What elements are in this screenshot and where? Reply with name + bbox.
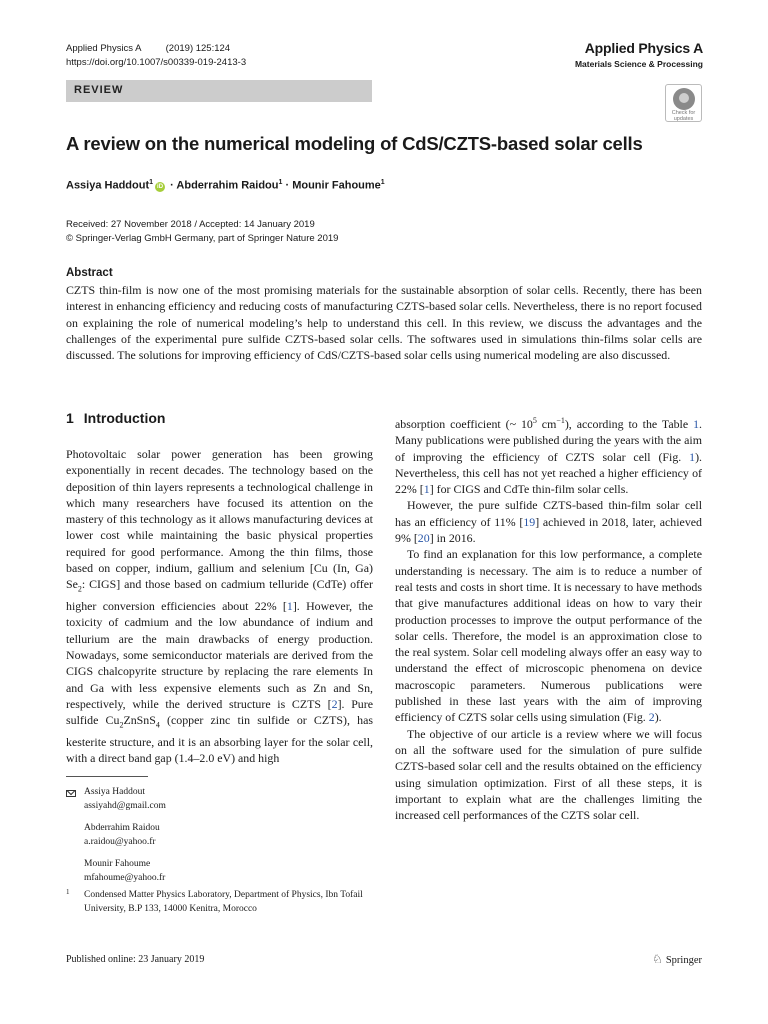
- contact-email[interactable]: assiyahd@gmail.com: [84, 800, 166, 811]
- publisher-logo: [652, 952, 702, 967]
- journal-name: Applied Physics A: [66, 43, 141, 54]
- journal-brand: [575, 40, 703, 69]
- check-updates-text-2: updates: [673, 116, 694, 122]
- copyright-line: © Springer-Verlag GmbH Germany, part of Springer Nature 2019: [66, 233, 339, 244]
- author-affil-mark: 1: [149, 179, 154, 186]
- section-heading: [66, 410, 165, 426]
- publisher-name: Springer: [665, 955, 702, 966]
- brand-title: Applied Physics A: [584, 40, 703, 56]
- section-number: 1: [66, 410, 74, 426]
- contact-email[interactable]: mfahoume@yahoo.fr: [84, 872, 166, 883]
- footnote-divider: [66, 776, 148, 777]
- paragraph: The objective of our article is a review where we will focus on all the software used for the simulation of pure sulfide CZTS-based solar cell and the results obtained on the efficiency using simulation optimization. First of all these steps, it is important to explain what are the challenges limiting the increased cell performances of the CZTS solar cell.: [395, 726, 702, 823]
- section-title: Introduction: [83, 410, 166, 426]
- journal-volume: (2019) 125:124: [165, 43, 231, 54]
- journal-reference: [66, 42, 246, 70]
- springer-horse-icon: ♘: [652, 952, 663, 966]
- contact-name: Assiya Haddout: [84, 787, 145, 797]
- paragraph: However, the pure sulfide CZTS-based thin-film solar cell has an efficiency of 11% [19] achieved in 2018, later, achieved 9% [20] in 2016.: [395, 498, 702, 546]
- received-accepted: Received: 27 November 2018 / Accepted: 14 January 2019: [66, 219, 315, 230]
- check-updates-text-1: Check for: [671, 110, 696, 116]
- brand-subtitle: Materials Science & Processing: [574, 59, 703, 69]
- citation-link[interactable]: 1: [286, 599, 293, 614]
- citation-link[interactable]: 19: [523, 514, 536, 529]
- article-type-bar: [66, 80, 372, 102]
- citation-link[interactable]: 20: [417, 531, 430, 546]
- table-link[interactable]: 1: [693, 416, 700, 431]
- orcid-icon[interactable]: iD: [157, 183, 164, 190]
- abstract-heading: Abstract: [66, 267, 113, 279]
- right-column: [395, 413, 702, 823]
- author-name[interactable]: Abderrahim Raidou: [176, 179, 279, 192]
- affiliation-mark: 1: [66, 888, 70, 896]
- author-name[interactable]: Assiya Haddout: [66, 179, 150, 192]
- affiliation-footnote: [66, 889, 366, 916]
- doi-link[interactable]: https://doi.org/10.1007/s00339-019-2413-3: [66, 57, 247, 68]
- article-title: A review on the numerical modeling of CdS/CZTS-based solar cells: [66, 133, 643, 154]
- author-list: Assiya Haddout$^1$iD · Abderrahim Raidou$^1$ · Mounir Fahoume$^1$: [66, 179, 385, 192]
- paragraph: absorption coefficient (~ $10^5$ $cm^{-1}$), according to the Table 1. Many publications were published during the years with the aim of improving the efficiency of CZTS solar cell (Fig. 1). Nevertheless, this cell has not yet reached a higher efficiency of 22% [1] for CIGS and CdTe thin-film solar cells.: [395, 416, 702, 497]
- article-type-label: REVIEW: [74, 84, 124, 96]
- contact-entry: [66, 822, 366, 849]
- contact-name: Mounir Fahoume: [84, 859, 151, 869]
- figure-link[interactable]: 2: [648, 710, 655, 725]
- author-affil-mark: 1: [380, 179, 385, 186]
- left-column: [66, 446, 373, 766]
- contact-entry: [66, 786, 366, 813]
- author-affil-mark: 1: [278, 179, 283, 186]
- citation-link[interactable]: 2: [331, 696, 338, 711]
- contact-email[interactable]: a.raidou@yahoo.fr: [84, 836, 156, 847]
- author-name[interactable]: Mounir Fahoume: [292, 179, 381, 192]
- check-updates-icon: [673, 88, 695, 110]
- paragraph: Photovoltaic solar power generation has been growing exponentially in recent decades. The technology based on the deposition of thin layers represents a technological challenge in which many researchers have focused its attention on the mastery of this technology as it allows manufacturing devices at lower cost while maintaining the basic physical properties required for good performance. Among the thin films, those based on copper, indium, gallium and selenium [Cu (In, Ga) $Se_2$: CIGS] and those based on cadmium telluride (CdTe) offer higher conversion efficiencies about 22% [1]. However, the toxicity of cadmium and the low abundance of indium and tellurium are the main drawbacks of energy production. Nowadays, some semiconductor materials are derived from the CIGS chalcopyrite structure by replacing the rare elements In and Ga with less expensive elements such as Zn and Sn, respectively, while the derived structure is CZTS [2]. Pure sulfide $Cu_2ZnSnS_4$ (copper zinc tin sulfide or CZTS), has kesterite structure, and it is an absorbing layer for the solar cell, with a direct band gap (1.4–2.0 eV) and high: [66, 447, 373, 766]
- citation-link[interactable]: 1: [423, 482, 430, 497]
- corresponding-contacts: [66, 786, 366, 894]
- abstract-text: CZTS thin-film is now one of the most promising materials for the sustainable absorption of solar cells. Recently, there has been interest in enhancing efficiency and reducing costs of manufacturing CZTS-based solar cells. Nevertheless, there is no report focused on explaining the role of numerical modeling’s help to understand this cell. In this review, we discuss the advantages and the challenges of the experimental pure sulfide CZTS-based solar cells. The softwares used in simulations thin-films solar cells are discussed. The solutions for improving efficiency of CdS/CZTS-based solar cells using numerical modeling are also discussed.: [66, 283, 702, 363]
- figure-link[interactable]: 1: [689, 449, 696, 464]
- affiliation-text: Condensed Matter Physics Laboratory, Department of Physics, Ibn Tofail University, B.P 133, 14000 Kenitra, Morocco: [84, 890, 363, 914]
- paragraph: To find an explanation for this low performance, a complete understanding is necessary. The aim is to reduce a number of real tests and costs in short time. It is necessary to have methods that give manufactures additional ideas on how to vary their production processes to improve the output performance of the solar cells. Therefore, the model is an approximation close to the real system. Solar cell modeling always offer an easy way to understand the effect of microscopic phenomena on device macroscopic parameters. Numerous publications were published in these last years with the aim of improving efficiency of CZTS solar cells using simulation (Fig. 2).: [395, 547, 702, 725]
- contact-name: Abderrahim Raidou: [84, 823, 160, 833]
- contact-entry: [66, 858, 366, 885]
- check-for-updates-badge[interactable]: [665, 84, 702, 122]
- article-dates: [66, 218, 338, 246]
- envelope-icon: [66, 786, 76, 800]
- published-online: Published online: 23 January 2019: [66, 954, 205, 965]
